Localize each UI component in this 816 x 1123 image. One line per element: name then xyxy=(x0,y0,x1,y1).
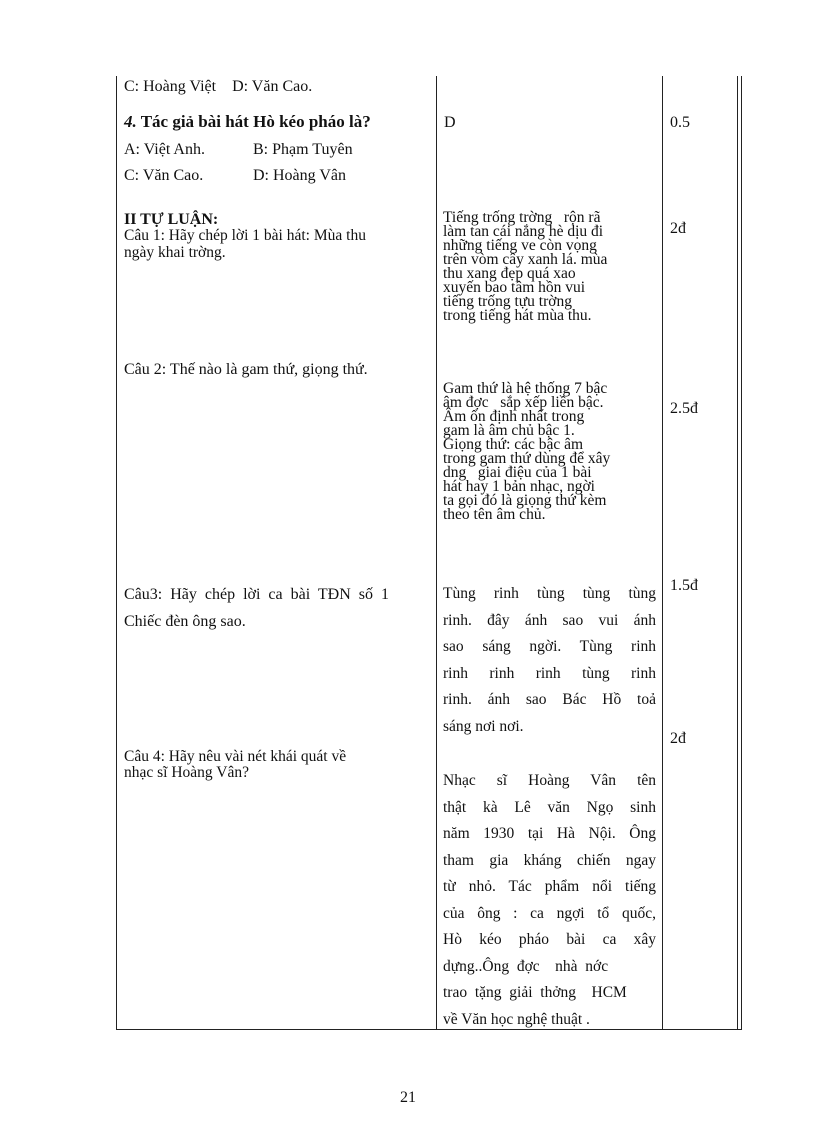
answer-line: Tùng rinh tùng tùng tùng xyxy=(443,585,656,602)
answer-3 xyxy=(443,581,656,740)
answer-line: Giọng thứ: các bậc âm xyxy=(443,436,584,453)
essay-question-1-line-2: ngày khai trờng. xyxy=(124,244,226,261)
question-4-option-b: B: Phạm Tuyên xyxy=(253,141,353,158)
answer-line: thật kà Lê văn Ngọ sinh xyxy=(443,798,656,816)
answer-line: dng giai điệu của 1 bài xyxy=(443,464,592,481)
score-question-4: 0.5 xyxy=(670,114,690,131)
answer-line: trong tiếng hát mùa thu. xyxy=(443,307,592,324)
question-4 xyxy=(124,113,371,131)
table-border-right-outer xyxy=(741,76,742,1030)
answer-line: rinh. đây ánh sao vui ánh xyxy=(443,611,656,629)
score-essay-2: 2.5đ xyxy=(670,400,698,417)
score-essay-1: 2đ xyxy=(670,220,686,237)
column-divider-2 xyxy=(662,76,663,1030)
score-essay-4: 2đ xyxy=(670,730,686,747)
essay-question-3-line-1: Câu3: Hãy chép lời ca bài TĐN số 1 xyxy=(124,586,389,603)
question-4-number: 4. xyxy=(124,112,137,131)
answer-line: Gam thứ là hệ thống 7 bậc xyxy=(443,380,608,397)
answer-1 xyxy=(443,211,607,323)
answer-line: tham gia kháng chiến ngay xyxy=(443,851,656,869)
answer-line: dựng..Ông đợc nhà nớc xyxy=(443,957,609,975)
question-4-answer: D xyxy=(444,114,456,131)
essay-question-2: Câu 2: Thế nào là gam thứ, giọng thứ. xyxy=(124,361,368,378)
question-4-option-d: D: Hoàng Vân xyxy=(253,167,347,184)
answer-line: ta gọi đó là giọng thứ kèm xyxy=(443,492,607,509)
question-4-option-a: A: Việt Anh. xyxy=(124,141,205,158)
question-4-text: Tác giả bài hát Hò kéo pháo là? xyxy=(136,112,371,131)
answer-line: năm 1930 tại Hà Nội. Ông xyxy=(443,825,656,842)
answer-line: xuyến bao tâm hồn vui xyxy=(443,279,586,296)
answer-line: rinh. ánh sao Bác Hồ toả xyxy=(443,691,656,708)
essay-question-4-line-2: nhạc sĩ Hoàng Vân? xyxy=(124,764,249,781)
column-divider-1 xyxy=(436,76,437,1030)
answer-line: làm tan cái nắng hè dịu đi xyxy=(443,223,604,240)
essay-question-1-line-1: Câu 1: Hãy chép lời 1 bài hát: Mùa thu xyxy=(124,227,366,244)
score-essay-3: 1.5đ xyxy=(670,577,698,594)
essay-question-4-line-1: Câu 4: Hãy nêu vài nét khái quát về xyxy=(124,748,347,765)
table-border-left xyxy=(116,76,117,1030)
answer-line: Âm ổn định nhất trong xyxy=(443,408,585,425)
answer-4 xyxy=(443,768,656,1033)
answer-line: trên vòm cây xanh lá. mùa xyxy=(443,251,608,268)
table-border-right-inner xyxy=(737,76,738,1030)
answer-line: sáng nơi nơi. xyxy=(443,717,524,735)
section-heading: II TỰ LUẬN: xyxy=(124,211,219,228)
answer-line: trao tặng giải thởng HCM xyxy=(443,984,627,1001)
essay-question-3-line-2: Chiếc đèn ông sao. xyxy=(124,613,246,630)
answer-line: từ nhỏ. Tác phẩm nổi tiếng xyxy=(443,878,656,895)
answer-line: Nhạc sĩ Hoàng Vân tên xyxy=(443,772,656,789)
answer-2 xyxy=(443,382,610,522)
question-4-option-c: C: Văn Cao. xyxy=(124,167,204,184)
answer-line: của ông : ca ngợi tổ quốc, xyxy=(443,904,656,922)
answer-line: hát hay 1 bản nhạc, ngời xyxy=(443,478,595,495)
answer-line: theo tên âm chủ. xyxy=(443,506,546,523)
answer-line: rinh rinh rinh tùng rinh xyxy=(443,664,656,682)
answer-line: về Văn học nghệ thuật . xyxy=(443,1010,590,1028)
question-3-options: C: Hoàng Việt D: Văn Cao. xyxy=(124,78,313,95)
page-number: 21 xyxy=(400,1089,416,1106)
answer-line: Hò kéo pháo bài ca xây xyxy=(443,931,656,948)
answer-line: gam là âm chủ bậc 1. xyxy=(443,422,575,439)
answer-line: Tiếng trống trờng rộn rã xyxy=(443,209,601,226)
answer-line: những tiếng ve còn vọng xyxy=(443,237,597,254)
answer-line: sao sáng ngời. Tùng rinh xyxy=(443,638,656,655)
answer-line: tiếng trống tựu trờng xyxy=(443,293,572,310)
answer-line: âm đợc sắp xếp liền bậc. xyxy=(443,394,604,411)
answer-line: thu xang đẹp quá xao xyxy=(443,265,576,282)
answer-line: trong gam thứ dùng để xây xyxy=(443,450,611,467)
